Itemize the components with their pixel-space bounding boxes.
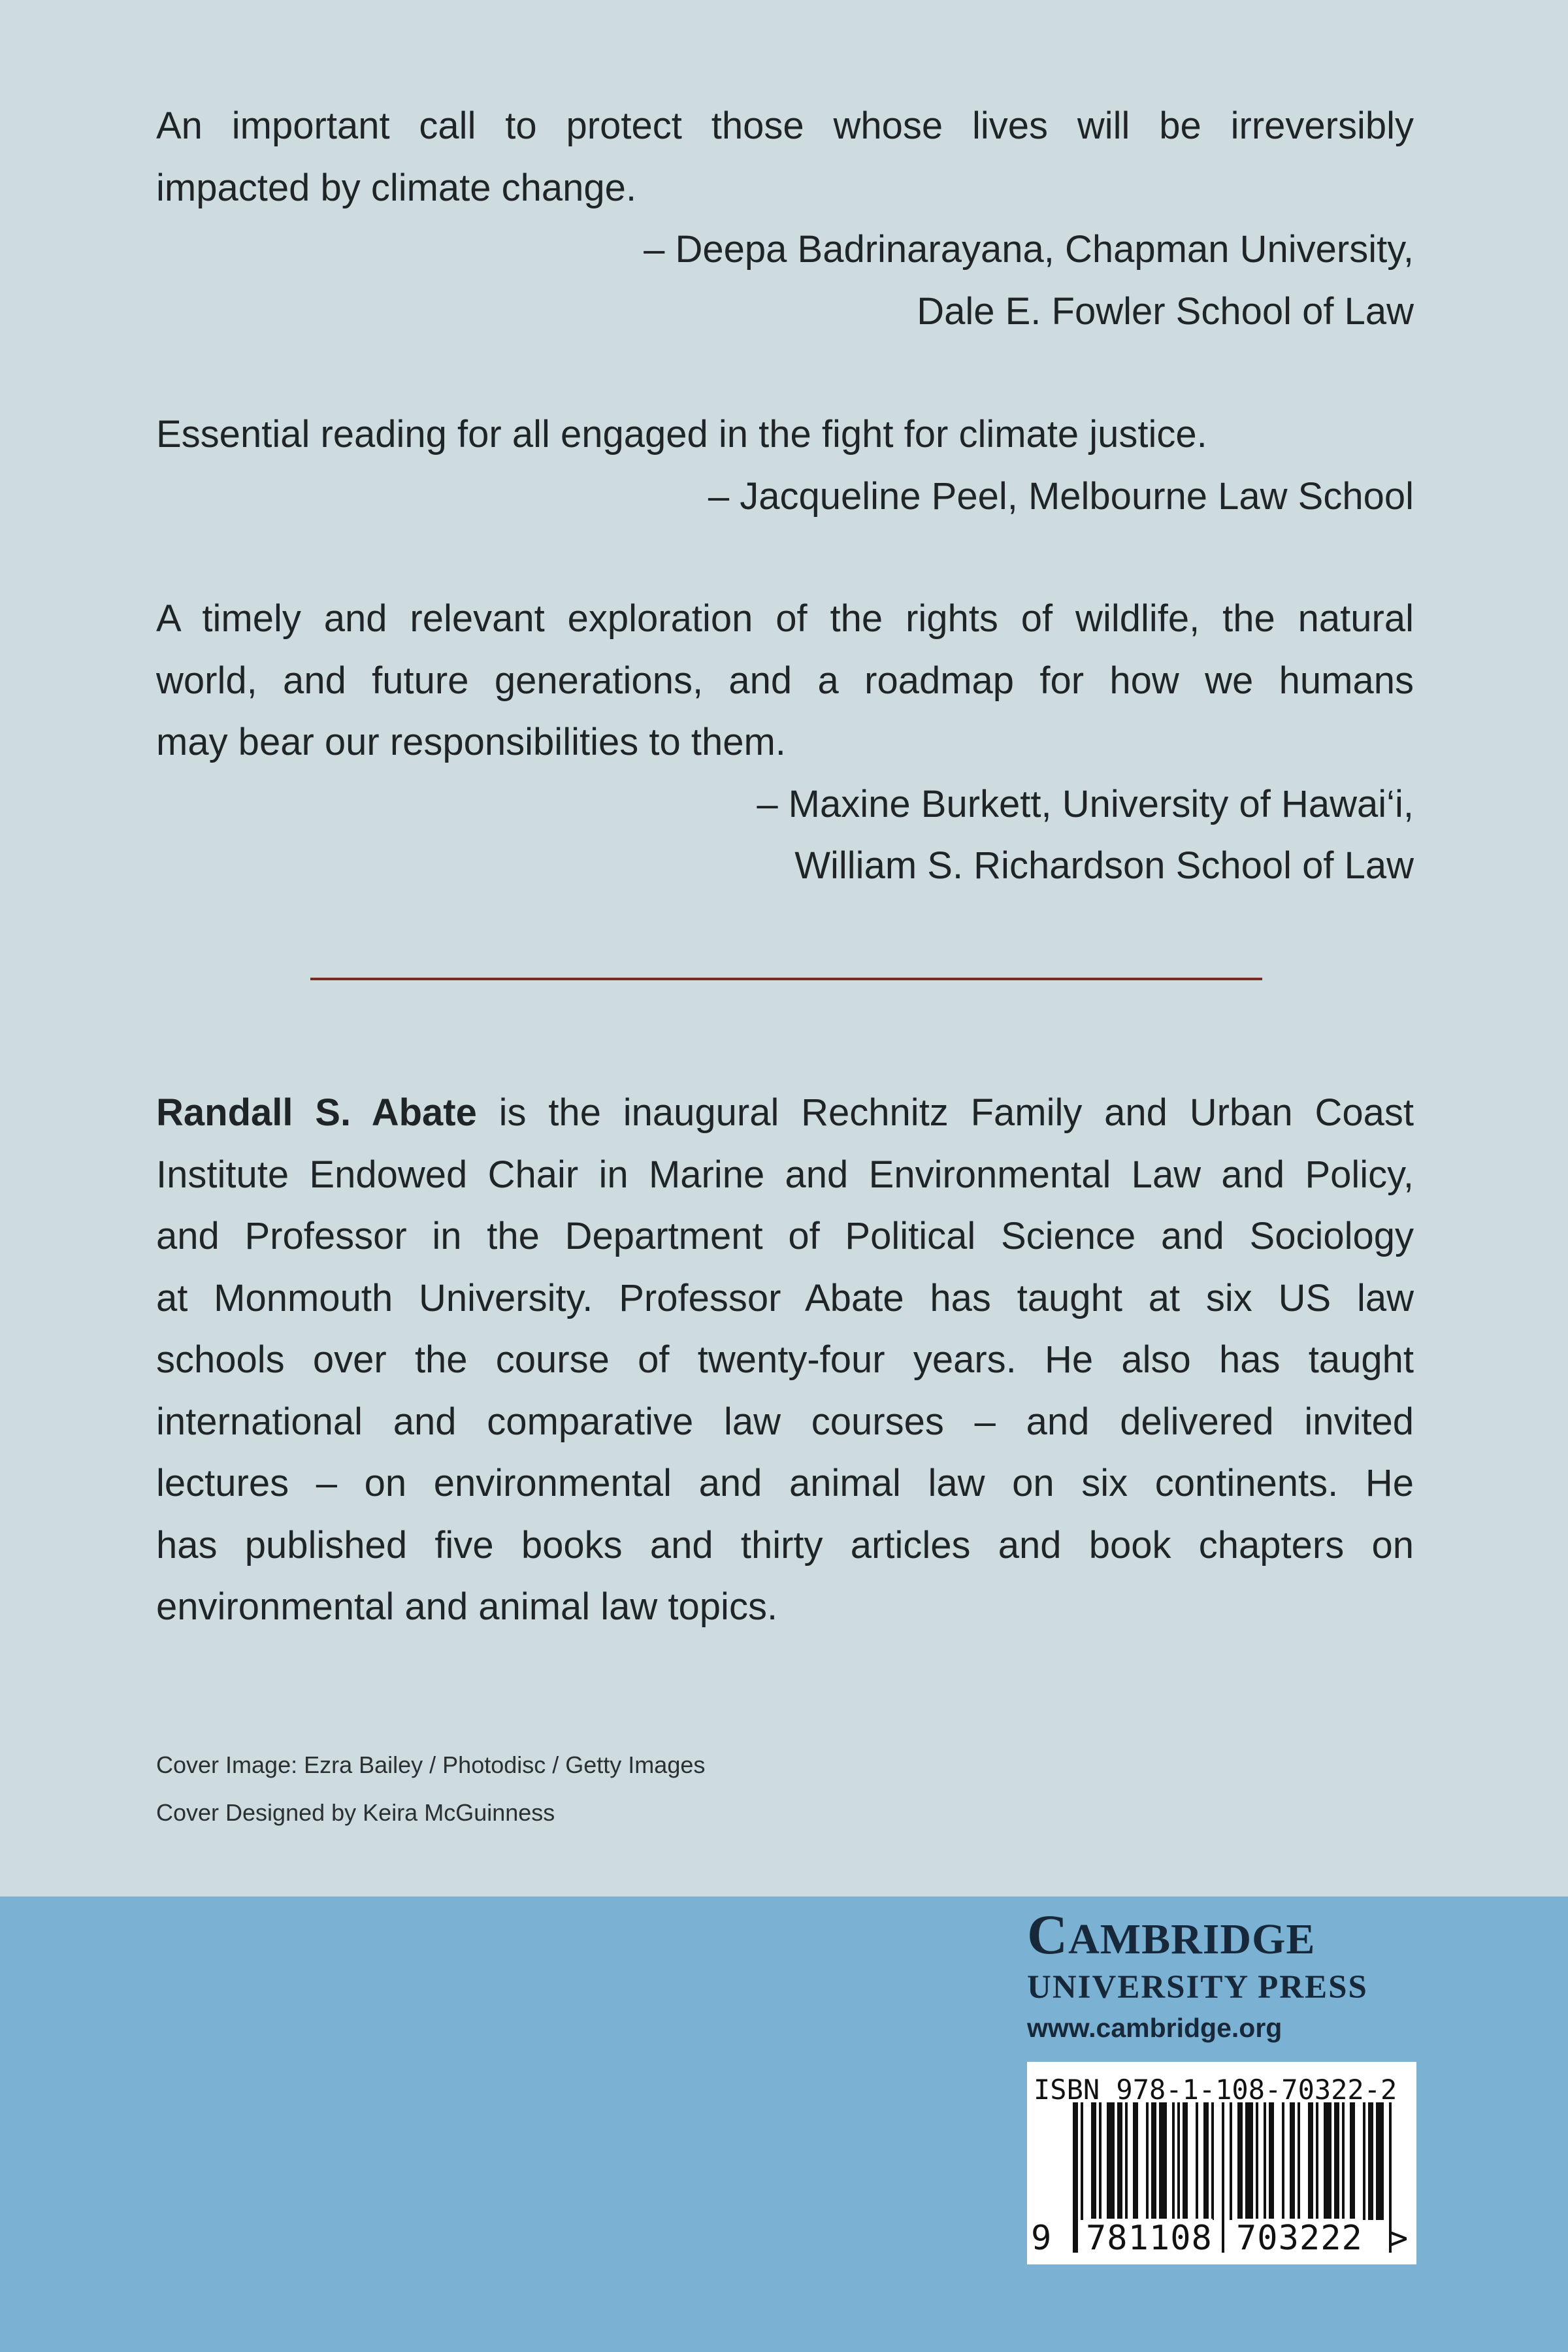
barcode-bar <box>1117 2102 1122 2220</box>
barcode-arrow: > <box>1388 2219 1409 2258</box>
bio-line <box>156 1082 1414 1144</box>
isbn-text: ISBN 978-1-108-70322-2 <box>1034 2074 1397 2106</box>
quote-1 <box>156 95 1414 342</box>
barcode-bar <box>1125 2102 1128 2220</box>
barcode-bar <box>1368 2102 1373 2220</box>
barcode-bar <box>1269 2102 1274 2220</box>
quote-attribution: William S. Richardson School of Law <box>794 844 1414 887</box>
publisher-logo <box>1027 1905 1416 2047</box>
barcode-bar <box>1133 2102 1138 2220</box>
bio-line: schools over the course of twenty-four years. He also has taught <box>156 1338 1414 1381</box>
barcode-bar <box>1146 2102 1149 2220</box>
barcode-bar <box>1172 2102 1175 2220</box>
barcode-bar <box>1196 2102 1198 2220</box>
cover-image-credit: Cover Image: Ezra Bailey / Photodisc / Getty Images <box>156 1751 706 1778</box>
barcode-bar <box>1245 2102 1253 2220</box>
quote-3 <box>156 588 1414 897</box>
author-name: Randall S. Abate <box>156 1091 477 1134</box>
barcode-bar <box>1159 2102 1167 2220</box>
barcode-digits-right: 703222 <box>1236 2219 1363 2258</box>
barcode-bar <box>1203 2102 1209 2220</box>
bio-line: international and comparative law courses – and delivered invited <box>156 1400 1414 1443</box>
barcode-bar <box>1177 2102 1180 2220</box>
barcode-bar <box>1334 2102 1339 2220</box>
barcode-bar <box>1237 2102 1243 2220</box>
cover-credits <box>156 1741 705 1836</box>
quote-text: world, and future generations, and a roadmap for how we humans <box>156 659 1414 702</box>
bio-line: environmental and animal law topics. <box>156 1585 778 1628</box>
bio-line: has published five books and thirty articles and book chapters on <box>156 1523 1414 1566</box>
barcode-digits-left: 781108 <box>1086 2219 1213 2258</box>
barcode-bar <box>1324 2102 1331 2220</box>
barcode-bar <box>1230 2102 1232 2220</box>
quote-text: An important call to protect those whose lives will be irreversibly <box>156 105 1414 147</box>
barcode-bar <box>1151 2102 1156 2220</box>
quote-attribution: – Deepa Badrinarayana, Chapman University, <box>644 228 1414 271</box>
bio-line: Institute Endowed Chair in Marine and Environmental Law and Policy, <box>156 1153 1414 1196</box>
quote-text: impacted by climate change. <box>156 166 637 209</box>
bio-line: lectures – on environmental and animal law on six continents. He <box>156 1462 1414 1504</box>
barcode-bar <box>1264 2102 1266 2220</box>
barcode-bar <box>1350 2102 1355 2220</box>
barcode-bar <box>1376 2102 1384 2220</box>
barcode-bar <box>1211 2102 1214 2220</box>
divider-rule <box>310 978 1262 980</box>
publisher-name <box>1027 1905 1416 1969</box>
quote-2 <box>156 404 1414 527</box>
cover-design-credit: Cover Designed by Keira McGuinness <box>156 1799 555 1826</box>
barcode <box>1027 2062 1416 2264</box>
barcode-bar <box>1183 2102 1188 2220</box>
quote-text: Essential reading for all engaged in the fight for climate justice. <box>156 413 1207 455</box>
barcode-bar <box>1099 2102 1102 2220</box>
logo-initial: C <box>1027 1903 1069 1966</box>
quote-text: A timely and relevant exploration of the rights of wildlife, the natural <box>156 597 1414 640</box>
barcode-bar <box>1081 2102 1083 2220</box>
quote-attribution: – Jacqueline Peel, Melbourne Law School <box>708 474 1414 518</box>
publisher-url: www.cambridge.org <box>1027 2013 1282 2043</box>
barcode-bar <box>1073 2102 1078 2253</box>
quote-text: may bear our responsibilities to them. <box>156 721 786 763</box>
barcode-bar <box>1107 2102 1115 2220</box>
bio-line: at Monmouth University. Professor Abate has taught at six US law <box>156 1276 1414 1319</box>
barcode-bar <box>1308 2102 1313 2220</box>
barcode-bar <box>1316 2102 1318 2220</box>
barcode-bar <box>1222 2102 1224 2253</box>
author-bio <box>156 1082 1414 1638</box>
logo-rest: AMBRIDGE <box>1068 1915 1316 1963</box>
barcode-bar <box>1342 2102 1345 2220</box>
barcode-bar <box>1363 2102 1365 2220</box>
barcode-bar <box>1290 2102 1295 2220</box>
bio-line: and Professor in the Department of Political Science and Sociology <box>156 1215 1414 1257</box>
barcode-bar <box>1298 2102 1300 2220</box>
barcode-digit-lead: 9 <box>1031 2219 1052 2258</box>
bio-text: is the inaugural Rechnitz Family and Urban Coast <box>476 1091 1414 1134</box>
barcode-bar <box>1256 2102 1258 2220</box>
quote-attribution: Dale E. Fowler School of Law <box>917 290 1414 333</box>
barcode-bar <box>1091 2102 1096 2220</box>
quote-attribution: – Maxine Burkett, University of Hawai‘i, <box>757 782 1414 825</box>
publisher-subtitle: UNIVERSITY PRESS <box>1027 1969 1368 2006</box>
barcode-bar <box>1282 2102 1284 2220</box>
